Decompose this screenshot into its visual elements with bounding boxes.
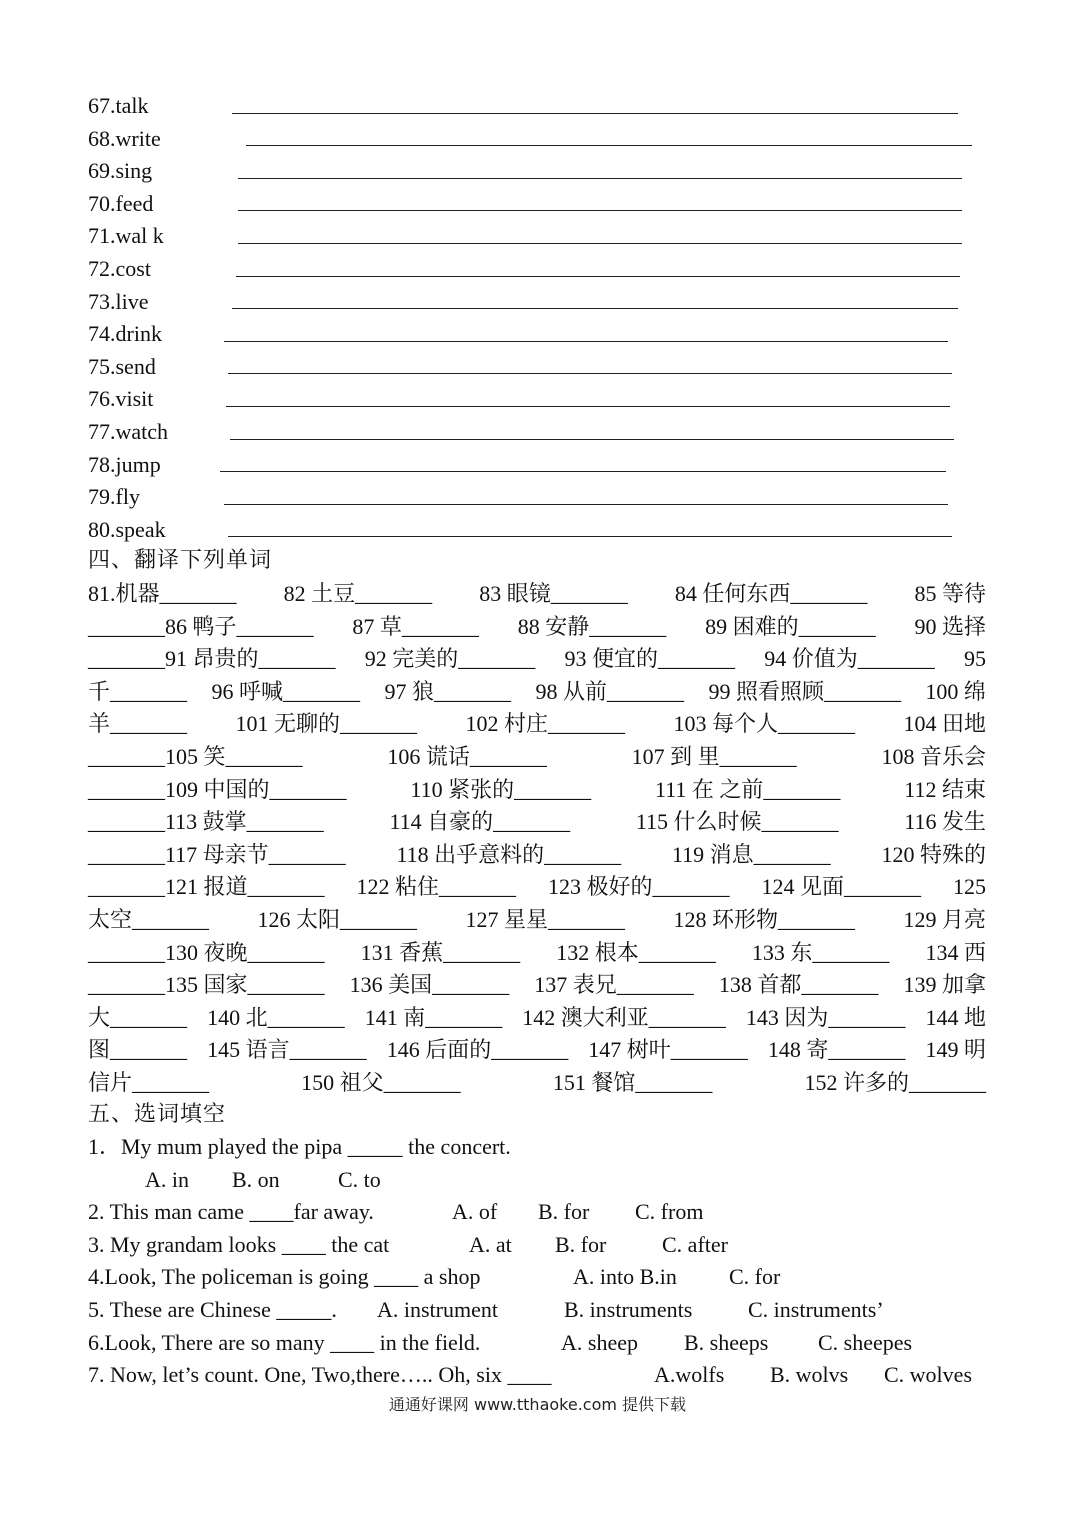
translation-item: 107 到 里_______	[631, 743, 797, 769]
word-row	[88, 155, 988, 188]
word-row	[88, 416, 988, 449]
translation-item: 137 表兄_______	[534, 972, 694, 998]
translation-item: 145 语言_______	[207, 1037, 367, 1063]
translation-item: 太空_______	[88, 906, 210, 932]
word-label: 80.speak	[88, 516, 166, 542]
translation-item: 96 呼喊_______	[211, 678, 360, 704]
answer-line[interactable]	[238, 243, 962, 244]
translation-item: 147 树叶_______	[588, 1037, 748, 1063]
translation-item: 114 自豪的_______	[389, 809, 571, 835]
word-label: 69.sing	[88, 158, 153, 184]
translation-line	[88, 806, 986, 839]
option-a[interactable]: A. at	[469, 1231, 512, 1257]
question-row	[88, 1327, 988, 1360]
word-row	[88, 253, 988, 286]
option-b[interactable]: B. for	[538, 1199, 590, 1225]
translation-item: _______135 国家_______	[88, 972, 325, 998]
translation-item: 102 村庄_______	[465, 711, 625, 737]
translation-item: 126 太阳_______	[257, 906, 417, 932]
translation-item: 131 香蕉_______	[360, 939, 521, 965]
translation-item: 101 无聊的_______	[235, 711, 417, 737]
answer-line[interactable]	[228, 373, 952, 374]
translation-item: 94 价值为_______	[764, 646, 935, 672]
option-a[interactable]: A. in	[145, 1166, 189, 1192]
translation-item: 100 绵	[925, 678, 986, 704]
word-row	[88, 383, 988, 416]
footer-credit: 通通好课网 www.tthaoke.com 提供下载	[388, 1395, 687, 1414]
translation-item: 119 消息_______	[671, 841, 831, 867]
translation-item: 152 许多的_______	[804, 1069, 986, 1095]
translation-item: 图_______	[88, 1037, 188, 1063]
word-label: 70.feed	[88, 190, 154, 216]
translation-item: 142 澳大利亚_______	[522, 1004, 726, 1030]
answer-line[interactable]	[238, 210, 962, 211]
translation-item: 99 照看照顾_______	[708, 678, 901, 704]
translation-item: 103 每个人_______	[673, 711, 855, 737]
translation-item: 92 完美的_______	[364, 646, 536, 672]
translation-item: 122 粘住_______	[356, 874, 517, 900]
answer-line[interactable]	[226, 406, 950, 407]
option-b[interactable]: B. for	[555, 1231, 607, 1257]
translation-item: 134 西	[925, 939, 986, 965]
translation-item: 大_______	[88, 1004, 188, 1030]
question-text: 2. This man came ____far away.	[88, 1199, 374, 1225]
word-label: 79.fly	[88, 484, 140, 510]
question-row	[88, 1261, 988, 1294]
translation-item: _______121 报道_______	[88, 874, 325, 900]
answer-line[interactable]	[230, 439, 954, 440]
translation-line	[88, 774, 986, 807]
translation-item: 104 田地	[903, 711, 986, 737]
word-row	[88, 351, 988, 384]
option-a[interactable]: A.wolfs	[654, 1362, 725, 1388]
translation-item: 85 等待	[914, 581, 986, 606]
translation-item: 139 加拿	[903, 972, 986, 998]
option-c[interactable]: C. after	[662, 1231, 728, 1257]
translation-line	[88, 1034, 986, 1067]
translation-item: 87 草_______	[352, 613, 479, 639]
option-a[interactable]: A. instrument	[377, 1296, 498, 1322]
word-row	[88, 514, 988, 547]
option-a[interactable]: A. sheep	[561, 1329, 638, 1355]
translation-item: 133 东_______	[751, 939, 890, 965]
translation-item: 129 月亮	[903, 906, 986, 932]
option-c[interactable]: C. to	[338, 1166, 381, 1192]
translation-item: 112 结束	[904, 776, 986, 802]
translation-item: _______130 夜晚_______	[88, 939, 325, 965]
translation-item: 82 土豆_______	[283, 581, 433, 606]
translation-item: 116 发生	[904, 809, 986, 835]
translation-line	[88, 611, 986, 644]
translation-item: 140 北_______	[207, 1004, 345, 1030]
translation-line	[88, 937, 986, 970]
option-b[interactable]: B. wolvs	[770, 1362, 849, 1388]
translation-line	[88, 708, 986, 741]
translation-item: 90 选择	[914, 613, 986, 639]
option-b[interactable]: B. instruments	[564, 1296, 693, 1322]
translation-item: 千_______	[88, 678, 188, 704]
translation-item: 149 明	[925, 1037, 986, 1063]
word-label: 77.watch	[88, 418, 169, 444]
answer-line[interactable]	[228, 536, 952, 537]
question-text: 5. These are Chinese _____.	[88, 1296, 337, 1322]
translation-item: 98 从前_______	[535, 678, 684, 704]
translation-item: 128 环形物_______	[673, 906, 855, 932]
word-row	[88, 90, 988, 123]
question-row	[88, 1294, 988, 1327]
translation-item: 141 南_______	[364, 1004, 503, 1030]
translation-item: 97 狼_______	[384, 678, 511, 704]
translation-item: 136 美国_______	[349, 972, 510, 998]
translation-item: _______109 中国的_______	[88, 776, 347, 802]
translation-item: _______91 昂贵的_______	[88, 646, 336, 672]
word-row	[88, 123, 988, 156]
question-row	[88, 1131, 988, 1164]
question-text: 1．My mum played the pipa _____ the concert.	[88, 1134, 511, 1159]
answer-line[interactable]	[224, 504, 948, 505]
word-label: 68.write	[88, 125, 161, 151]
translation-item: 81.机器_______	[88, 581, 237, 606]
translation-line	[88, 643, 986, 676]
translation-item: 120 特殊的	[881, 841, 986, 867]
word-label: 72.cost	[88, 255, 151, 281]
translation-item: _______86 鸭子_______	[88, 613, 314, 639]
translation-line	[88, 676, 986, 709]
translation-line	[88, 904, 986, 937]
translation-item: 150 祖父_______	[301, 1069, 461, 1095]
multiple-choice-block	[88, 1131, 988, 1392]
translation-item: 118 出乎意料的_______	[396, 841, 622, 867]
option-a[interactable]: A. into B.in	[573, 1264, 677, 1290]
option-c[interactable]: C. wolves	[884, 1362, 972, 1388]
translation-item: _______113 鼓掌_______	[88, 809, 324, 835]
word-label: 73.live	[88, 288, 149, 314]
answer-line[interactable]	[238, 178, 962, 179]
word-row	[88, 188, 988, 221]
word-label: 76.visit	[88, 386, 154, 412]
question-row	[88, 1359, 988, 1392]
translation-item: 123 极好的_______	[548, 874, 730, 900]
translation-item: 144 地	[925, 1004, 986, 1030]
translation-item: _______117 母亲节_______	[88, 841, 346, 867]
word-row	[88, 220, 988, 253]
word-row	[88, 449, 988, 482]
translation-line	[88, 839, 986, 872]
translation-item: 信片_______	[88, 1069, 210, 1095]
translation-item: 132 根本_______	[556, 939, 716, 965]
answer-line[interactable]	[246, 145, 972, 146]
question-row	[88, 1196, 988, 1229]
word-label: 74.drink	[88, 321, 162, 347]
word-label: 78.jump	[88, 451, 161, 477]
translation-line	[88, 969, 986, 1002]
translation-item: 95	[964, 646, 986, 672]
word-row	[88, 286, 988, 319]
question-text: 4.Look, The policeman is going ____ a shop	[88, 1264, 481, 1290]
question-row	[88, 1164, 988, 1197]
option-b[interactable]: B. sheeps	[684, 1329, 769, 1355]
translation-item: 88 安静_______	[517, 613, 667, 639]
option-a[interactable]: A. of	[452, 1199, 498, 1225]
option-c[interactable]: C. instruments’	[748, 1296, 884, 1322]
translation-block	[88, 578, 986, 1100]
question-row	[88, 1229, 988, 1262]
translation-item: 84 任何东西_______	[674, 581, 868, 606]
translation-item: 106 谎话_______	[387, 743, 547, 769]
translation-item: 111 在 之前_______	[655, 776, 841, 802]
answer-line[interactable]	[232, 113, 958, 114]
word-label: 67.talk	[88, 93, 149, 118]
option-c[interactable]: C. for	[729, 1264, 781, 1290]
answer-line[interactable]	[224, 341, 948, 342]
question-text: 6.Look, There are so many ____ in the field.	[88, 1329, 481, 1355]
translation-line	[88, 1002, 986, 1035]
translation-item: 151 餐馆_______	[552, 1069, 713, 1095]
question-text: 3. My grandam looks ____ the cat	[88, 1231, 390, 1257]
translation-line	[88, 1067, 986, 1100]
word-row	[88, 318, 988, 351]
translation-item: 124 见面_______	[761, 874, 922, 900]
translation-item: 羊_______	[88, 711, 188, 737]
translation-item: 143 因为_______	[745, 1004, 906, 1030]
word-label: 71.wal k	[88, 223, 164, 249]
translation-line	[88, 871, 986, 904]
translation-item: 146 后面的_______	[386, 1037, 569, 1063]
answer-line[interactable]	[232, 308, 958, 309]
translation-item: _______105 笑_______	[88, 743, 303, 769]
section-5-title: 五、选词填空	[88, 1102, 227, 1127]
translation-item: 93 便宜的_______	[564, 646, 736, 672]
translation-item: 138 首都_______	[718, 972, 879, 998]
option-c[interactable]: C. sheepes	[818, 1329, 913, 1355]
option-b[interactable]: B. on	[232, 1166, 280, 1192]
translation-item: 83 眼镜_______	[479, 581, 628, 606]
question-text: 7. Now, let’s count. One, Two,there….. Oh, six ____	[88, 1362, 552, 1388]
word-row	[88, 481, 988, 514]
translation-item: 127 星星_______	[465, 906, 625, 932]
option-c[interactable]: C. from	[635, 1199, 704, 1225]
section-4-title: 四、翻译下列单词	[88, 548, 273, 573]
translation-item: 110 紧张的_______	[410, 776, 592, 802]
word-list	[88, 90, 988, 546]
translation-line	[88, 741, 986, 774]
translation-item: 148 寄_______	[767, 1037, 906, 1063]
translation-item: 89 困难的_______	[705, 613, 876, 639]
word-label: 75.send	[88, 353, 156, 379]
translation-item: 108 音乐会	[881, 743, 986, 769]
answer-line[interactable]	[220, 471, 946, 472]
translation-item: 115 什么时候_______	[635, 809, 839, 835]
translation-line	[88, 578, 986, 611]
translation-item: 125	[953, 874, 986, 900]
answer-line[interactable]	[236, 276, 960, 277]
